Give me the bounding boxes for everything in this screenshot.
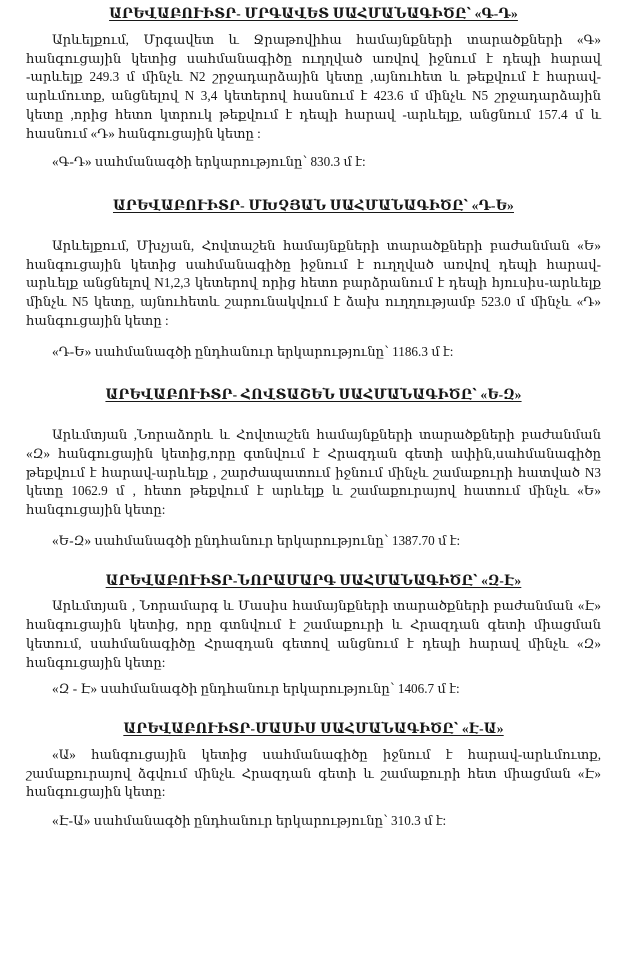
quote-e-z-length: «Ե-Զ» սահմանագծի ընդհանուր երկարությունը՝ 1387.70 մ է: bbox=[52, 532, 461, 548]
paragraph-e-z-1: Արևմտյան ,Նորաձորև և Հովտաշեն համայնքների տարածքների բաժանման «Զ» հանգուցային կետից,որը գտնվում է Հրազդան գետի ափին,սահմանագիծը թեքվում է հարավ-արևելք , շարժապատում իջնում մինչև շամաքուրի հատված N3 կետը 1062.9 մ , հետո թեքվում է արևելք և շամաքուրայով հատում մինչև «Ե» հանգուցային կետը: bbox=[26, 427, 601, 518]
spacer bbox=[26, 23, 601, 31]
spacer bbox=[26, 215, 601, 237]
quote-z-e2-length: «Զ - Է» սահմանագծի ընդհանուր երկարությունը՝ 1406.7 մ է: bbox=[52, 681, 460, 697]
heading-g-d: ԱՐԵՎԱԲՈՒԻՏՐ- ՄՐԳԱՎԵՏ ՍԱՀՄԱՆԱԳԻԾԸ՝ «Գ-Դ» bbox=[109, 6, 518, 21]
quote-d-e-length: «Դ-Ե» սահմանագծի ընդհանուր երկարությունը՝ 1186.3 մ է: bbox=[52, 343, 454, 359]
spacer bbox=[26, 551, 601, 573]
spacer bbox=[26, 143, 601, 153]
spacer bbox=[26, 331, 601, 343]
spacer bbox=[26, 404, 601, 426]
spacer bbox=[26, 699, 601, 721]
heading-e2-a: ԱՐԵՎԱԲՈՒԻՏՐ-ՄԱՍԻՍ ՍԱՀՄԱՆԱԳԻԾԸ՝ «Է-Ա» bbox=[123, 721, 504, 737]
heading-e-z: ԱՐԵՎԱԲՈՒԻՏՐ- ՀՈՎՏԱՇԵՆ ՍԱՀՄԱՆԱԳԻԾԸ՝ «Ե-Զ» bbox=[105, 387, 522, 403]
paragraph-g-d-1: Արևելքում, Մրգավետ և Ջրաթովիհա համայնքների տարածքների «Գ» հանգուցային կետից սահմանագիծը ուղղված առվով իջնում է դեպի հարավ -արևելք 249.3 մ մինչև N2 շրջադարձային կետը ,այնուհետ և թեքվում է հարավ-արևմուտք, անցնելով N 3,4 կետերով հասնում է 423.6 մ մինչև N5 շրջադարձային կետը ,որից հետո կտրուկ թեքվում է դեպի հարավ -արևելք, անցնում 157.4 մ և հասնում «Դ» հանգուցային կետը : bbox=[26, 31, 601, 141]
quote-g-d-length: «Գ-Դ» սահմանագծի երկարությունը՝ 830.3 մ է: bbox=[52, 154, 366, 170]
spacer bbox=[26, 589, 601, 597]
heading-z-e2: ԱՐԵՎԱԲՈՒԻՏՐ-ՆՈՐԱՄԱՐԳ ՍԱՀՄԱՆԱԳԻԾԸ՝ «Զ-Է» bbox=[105, 572, 522, 588]
spacer bbox=[26, 672, 601, 680]
spacer bbox=[26, 520, 601, 532]
paragraph-d-e-1: Արևելքում, Մխչյան, Հովտաշեն համայնքների տարածքների բաժանման «Ե» հանգուցային կետից սահմանագիծը իջնում է ուղղված առվով դեպի հարավ-արևելք անցնելով N1,2,3 կետերով որից հետո բարձրանում է դեպի հյուսիս-արևելք մինչև N5 կետը, այնուհետև շարունակվում է ձախ ուղղությամբ 523.0 մ մինչև «Դ» հանգուցային կետը : bbox=[26, 237, 601, 328]
quote-e2-a-length: «Է-Ա» սահմանագծի ընդհանուր երկարությունը՝ 310.3 մ է: bbox=[52, 813, 447, 829]
heading-d-e: ԱՐԵՎԱԲՈՒԻՏՐ- ՄԽՉՅԱՆ ՍԱՀՄԱՆԱԳԻԾԸ՝ «Դ-Ե» bbox=[112, 198, 514, 214]
spacer bbox=[26, 172, 601, 198]
spacer bbox=[26, 802, 601, 812]
spacer bbox=[26, 361, 601, 387]
paragraph-z-e2-1: Արևմտյան , Նորամարգ և Մասիս համայնքների տարածքների բաժանման «Է» հանգուցային կետից, որը գտնվում է շամաքուրի և Հրազդան գետի միացման կետում, սահմանագիծը Հրազդան գետով անցնում է դեպի հարավ մինչև «Զ» հանգուցային կետը: bbox=[26, 598, 601, 670]
paragraph-e2-a-1: «Ա» հանգուցային կետից սահմանագիծը իջնում է հարավ-արևմուտք, շամաքուրայով ձգվում մինչև Հրազդան գետի և շամաքուրի հետ միացման «Է» հանգուցային կետը: bbox=[26, 747, 601, 800]
spacer bbox=[26, 738, 601, 746]
